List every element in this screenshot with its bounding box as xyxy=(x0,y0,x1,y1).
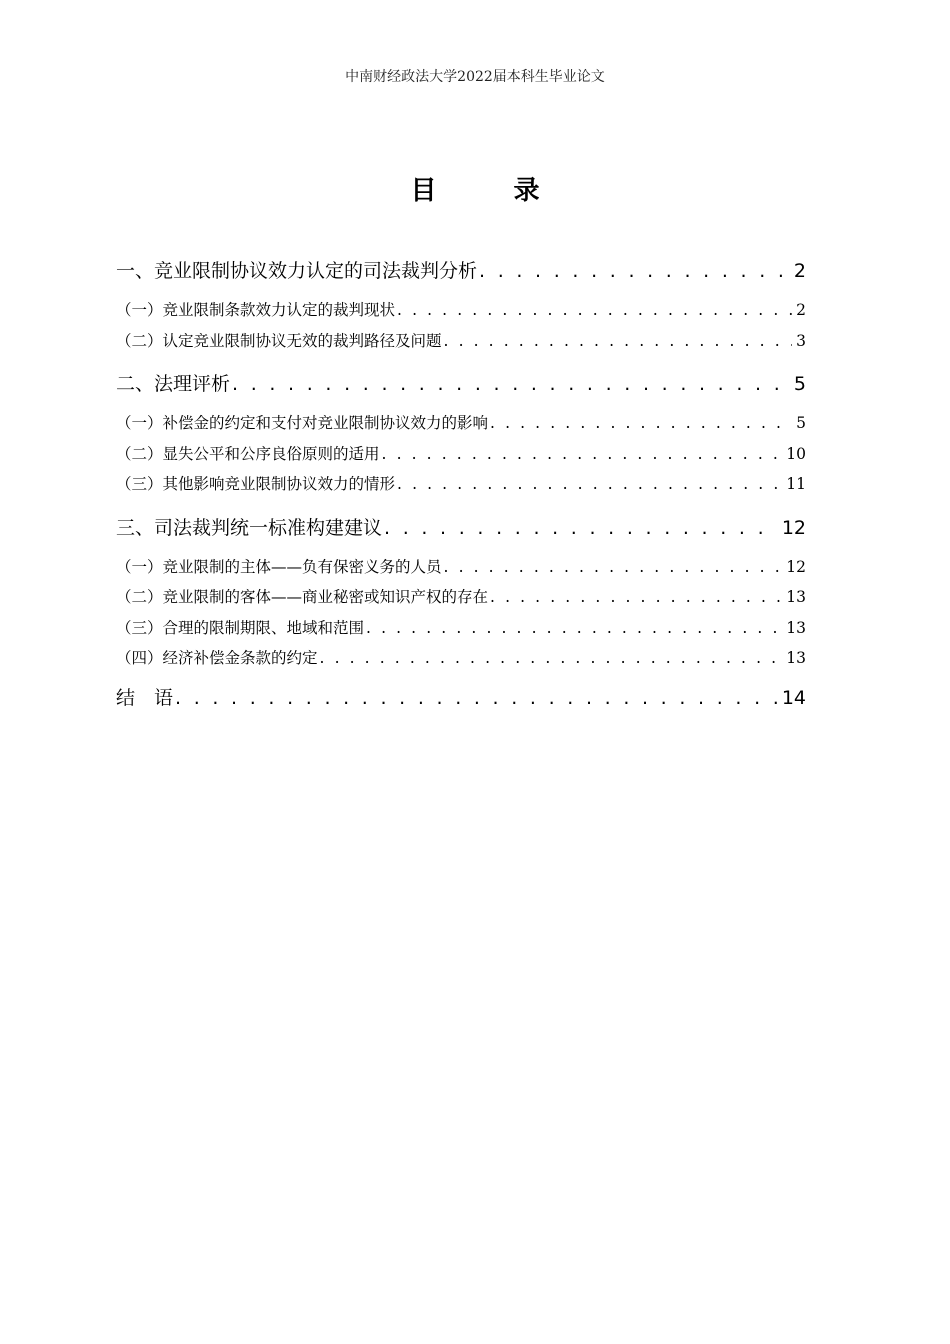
toc-entry-section-3-1[interactable] xyxy=(116,552,806,583)
toc-entry-section-3-4[interactable] xyxy=(116,643,806,674)
toc-leader-dots xyxy=(384,513,778,543)
toc-entry-section-2[interactable] xyxy=(116,369,806,399)
toc-entry-label: 结 语 xyxy=(116,686,174,709)
toc-page-number: 2 xyxy=(796,301,806,319)
toc-entry-label: （二）竞业限制的客体——商业秘密或知识产权的存在 xyxy=(116,588,489,606)
toc-page-number: 12 xyxy=(781,516,806,539)
page-header: 中南财经政法大学2022届本科生毕业论文 xyxy=(345,69,605,85)
toc-leader-dots xyxy=(479,256,790,286)
toc-page-number: 3 xyxy=(796,331,806,350)
table-of-contents xyxy=(116,256,806,713)
toc-page-number: 5 xyxy=(793,373,806,395)
toc-entry-label: （一）竞业限制条款效力认定的裁判现状 xyxy=(116,301,396,319)
toc-leader-dots xyxy=(232,369,790,399)
toc-page-number: 13 xyxy=(786,649,806,667)
toc-entry-label: （二）认定竞业限制协议无效的裁判路径及问题 xyxy=(116,331,442,350)
toc-leader-dots xyxy=(397,295,792,326)
toc-entry-label: （一）竞业限制的主体——负有保密义务的人员 xyxy=(116,557,442,576)
toc-entry-label: （三）其他影响竞业限制协议效力的情形 xyxy=(116,475,396,493)
toc-page-number: 12 xyxy=(786,557,806,576)
toc-page-number: 2 xyxy=(793,260,806,282)
toc-leader-dots xyxy=(490,408,792,439)
toc-page-number: 10 xyxy=(786,444,806,463)
toc-entry-section-1-1[interactable] xyxy=(116,295,806,326)
toc-entry-section-2-2[interactable] xyxy=(116,439,806,470)
toc-leader-dots xyxy=(366,613,782,644)
toc-entry-section-3-2[interactable] xyxy=(116,582,806,613)
toc-page-number: 13 xyxy=(786,588,806,606)
toc-entry-label: （二）显失公平和公序良俗原则的适用 xyxy=(116,444,380,463)
toc-page-number: 5 xyxy=(796,414,806,432)
toc-leader-dots xyxy=(320,643,783,674)
toc-entry-conclusion[interactable] xyxy=(116,683,806,713)
toc-page-number: 14 xyxy=(781,686,806,709)
toc-leader-dots xyxy=(490,582,782,613)
toc-title: 目 录 xyxy=(410,176,574,206)
toc-entry-section-3[interactable] xyxy=(116,513,806,543)
toc-leader-dots xyxy=(444,326,793,357)
toc-page-number: 13 xyxy=(786,618,806,637)
toc-page-number: 11 xyxy=(786,475,806,493)
toc-entry-label: 一、竞业限制协议效力认定的司法裁判分析 xyxy=(116,260,478,282)
toc-entry-section-2-3[interactable] xyxy=(116,469,806,500)
toc-entry-section-1-2[interactable] xyxy=(116,326,806,357)
toc-entry-label: （一）补偿金的约定和支付对竞业限制协议效力的影响 xyxy=(116,414,489,432)
toc-entry-section-3-3[interactable] xyxy=(116,613,806,644)
toc-leader-dots xyxy=(397,469,782,500)
toc-entry-section-2-1[interactable] xyxy=(116,408,806,439)
toc-entry-label: （四）经济补偿金条款的约定 xyxy=(116,649,318,667)
toc-entry-label: 二、法理评析 xyxy=(116,373,231,395)
toc-entry-label: （三）合理的限制期限、地域和范围 xyxy=(116,618,365,637)
toc-entry-section-1[interactable] xyxy=(116,256,806,286)
toc-leader-dots xyxy=(444,552,783,583)
toc-entry-label: 三、司法裁判统一标准构建建议 xyxy=(116,516,383,539)
toc-leader-dots xyxy=(175,683,778,713)
toc-leader-dots xyxy=(382,439,783,470)
